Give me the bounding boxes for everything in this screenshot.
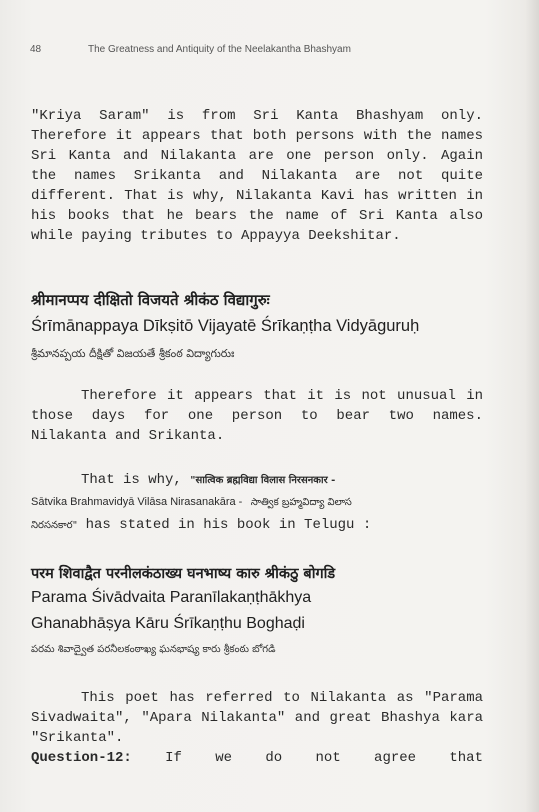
paragraph-3-line-3 xyxy=(31,515,483,536)
paragraph-2: Therefore it appears that it is not unusual in those days for one person to bear two names. Nilakanta and Srikanta. xyxy=(31,388,483,444)
verse2-devanagari: परम शिवाद्वैत परनीलकंठाख्य घनभाष्य कारु श्रीकंठु बोगडि xyxy=(31,566,336,582)
question-12-line xyxy=(31,748,483,768)
question-word: agree xyxy=(374,750,417,766)
paragraph-3-line-1 xyxy=(31,470,483,491)
verse1-telugu: శ్రీమానప్పయ దీక్షితో విజయతే శ్రీకంఠ విద్యాగురుః xyxy=(31,347,235,360)
para3-text-1: That is why, xyxy=(81,472,182,488)
question-word: If xyxy=(165,750,182,766)
running-header xyxy=(30,44,510,55)
page-spine-shadow xyxy=(525,0,539,812)
para3-devanagari: "सात्विक ब्रह्मविद्या विलास निरसनकार - xyxy=(190,475,336,486)
verse2-roman-line-2: Ghanabhāṣya Kāru Śrīkaṇṭhu Boghaḍi xyxy=(31,615,305,632)
paragraph-3-line-2 xyxy=(31,492,483,513)
verse2-telugu: పరమ శివాద్వైత పరనీలకంఠాఖ్య ఘనభాష్య కారు శ్రీకంఠు బోగడి xyxy=(31,644,276,655)
verse1-roman: Śrīmānappaya Dīkṣitō Vijayatē Śrīkaṇṭha Vidyāguruḥ xyxy=(31,317,420,335)
question-word: that xyxy=(449,750,483,766)
verse1-devanagari: श्रीमानप्पय दीक्षितो विजयते श्रीकंठ विद्यागुरुः xyxy=(31,291,270,309)
para3-text-2: has stated in his book in Telugu : xyxy=(85,517,372,533)
para3-telugu-2: నిరసనకార" xyxy=(31,520,78,531)
page-number: 48 xyxy=(30,44,42,55)
para3-telugu-1: సాత్విక బ్రహ్మవిద్యా విలాస xyxy=(250,497,352,508)
question-label: Question-12: xyxy=(31,750,132,766)
question-word: we xyxy=(215,750,233,766)
paragraph-1: "Kriya Saram" is from Sri Kanta Bhashyam only. Therefore it appears that both persons with the names Sri Kanta and Nilakanta are one person only. Again the names Srikanta and Nilakanta are not quite different. That is why, Nilakanta Kavi has written in his books that he bears the name of Sri Kanta also while paying tributes to Appayya Deekshitar. xyxy=(31,108,483,244)
paragraph-4: This poet has referred to Nilakanta as "Parama Sivadwaita", "Apara Nilakanta" and great Bhashya kara "Srikanta". xyxy=(31,690,483,746)
question-word: not xyxy=(315,750,341,766)
verse2-roman-line-1: Parama Śivādvaita Paranīlakaṇṭhākhya xyxy=(31,589,312,606)
question-word: do xyxy=(265,750,283,766)
para3-roman: Sātvika Brahmavidyā Vilāsa Nirasanakāra - xyxy=(31,496,243,508)
running-title: The Greatness and Antiquity of the Neelakantha Bhashyam xyxy=(88,44,351,55)
